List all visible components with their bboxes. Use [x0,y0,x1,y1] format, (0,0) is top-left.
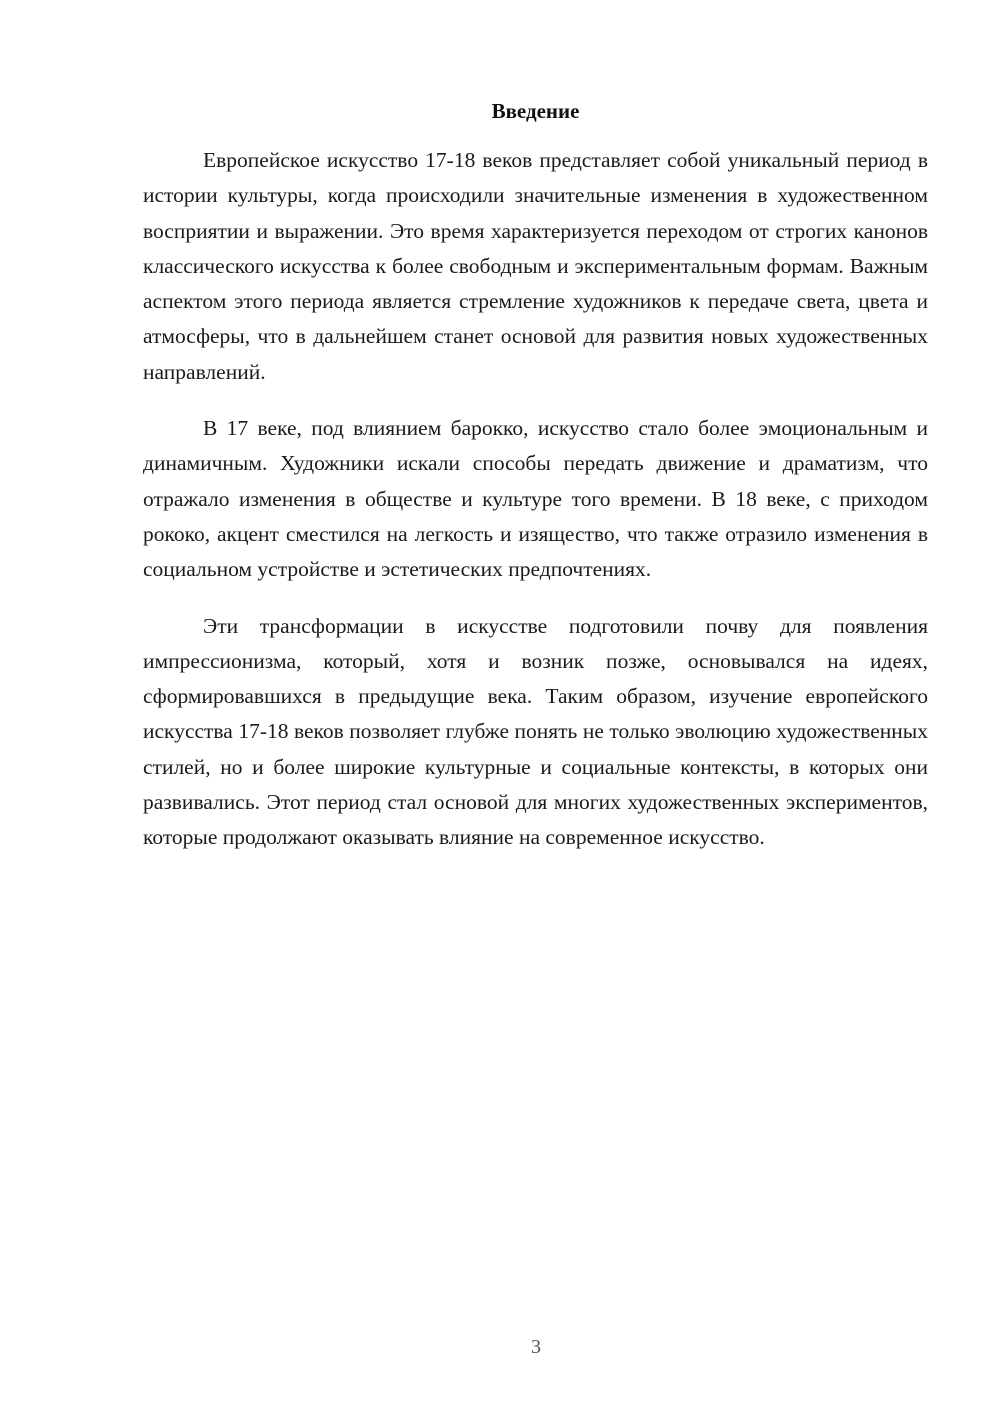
section-heading: Введение [491,99,580,123]
page-number: 3 [531,1336,541,1358]
paragraph-2: В 17 веке, под влиянием барокко, искусство стало более эмоциональным и динамичным. Художники искали способы передать движение и драматизм, что отражало изменения в обществе и культуре того времени. В 18 веке, с приходом рококо, акцент сместился на легкость и изящество, что также отразило изменения в социальном устройстве и эстетических предпочтениях. [143,416,928,582]
paragraph-3: Эти трансформации в искусстве подготовили почву для появления импрессионизма, который, хотя и возник позже, основывался на идеях, сформировавшихся в предыдущие века. Таким образом, изучение европейского искусства 17-18 веков позволяет глубже понять не только эволюцию художественных стилей, но и более широкие культурные и социальные контексты, в которых они развивались. Этот период стал основой для многих художественных экспериментов, которые продолжают оказывать влияние на современное искусство. [143,613,928,850]
paragraph-1: Европейское искусство 17-18 веков представляет собой уникальный период в истории культуры, когда происходили значительные изменения в художественном восприятии и выражении. Это время характеризуется переходом от строгих канонов классического искусства к более свободным и экспериментальным формам. Важным аспектом этого периода является стремление художников к передаче света, цвета и атмосферы, что в дальнейшем станет основой для развития новых художественных направлений. [143,148,928,384]
page-content [143,96,928,877]
